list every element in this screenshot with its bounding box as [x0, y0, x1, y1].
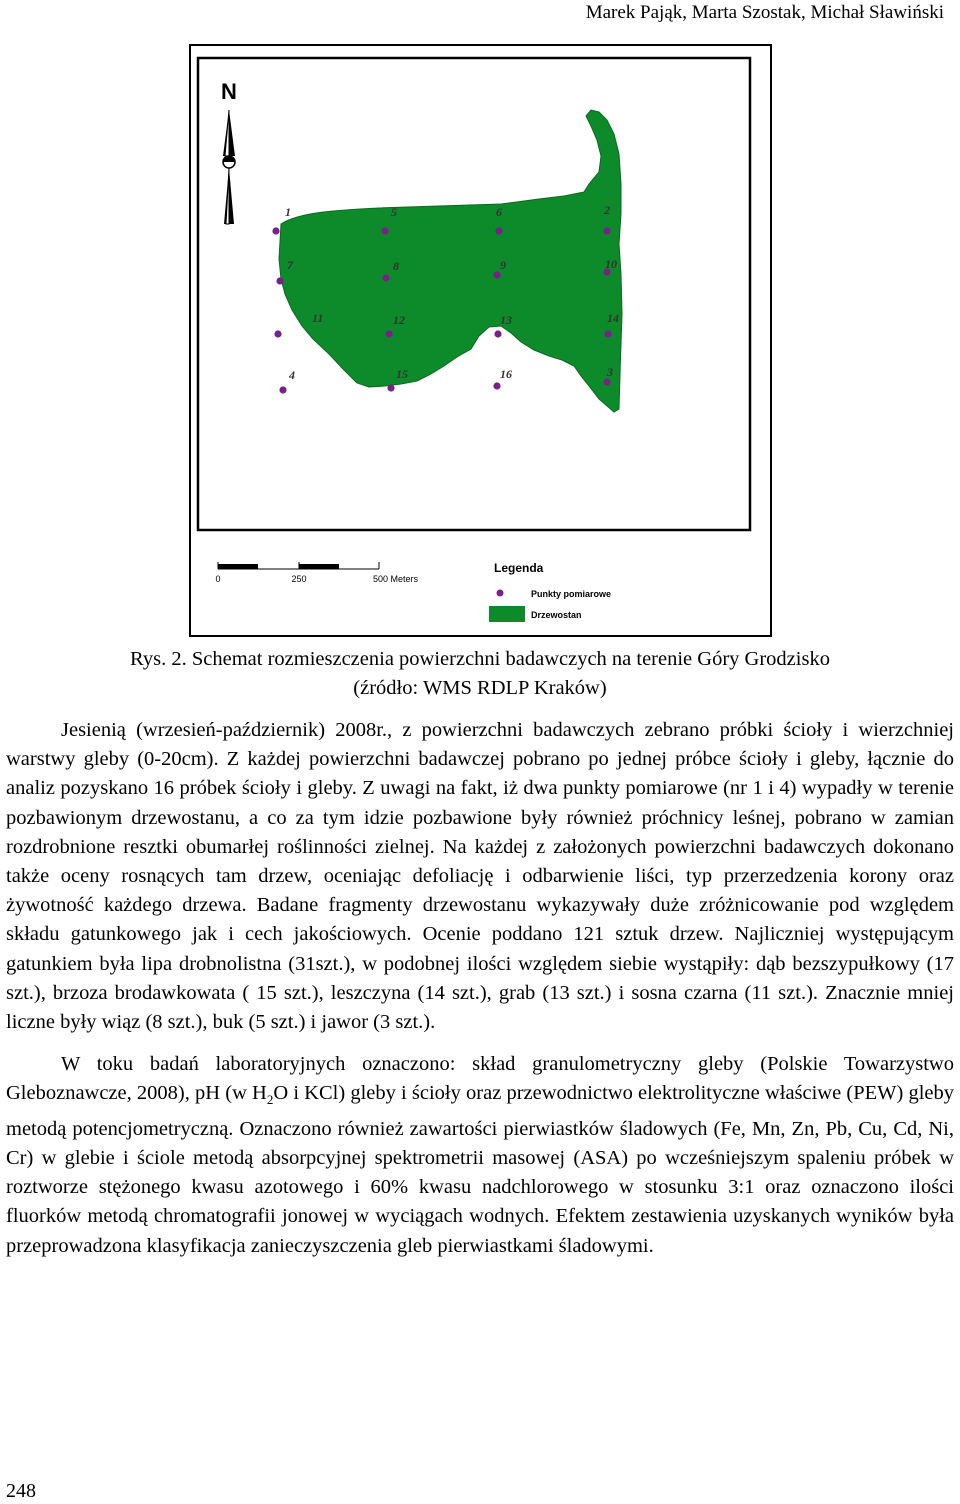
measurement-point-label-11: 11 [312, 311, 324, 325]
measurement-point-label-12: 12 [393, 313, 405, 327]
measurement-point-label-9: 9 [500, 258, 506, 272]
study-area-map [189, 44, 772, 637]
caption-line-2: (źródło: WMS RDLP Kraków) [353, 677, 607, 699]
legend-stand-label: Drzewostan [531, 610, 582, 620]
north-label: N [221, 79, 237, 104]
legend-forest-swatch [489, 606, 525, 622]
measurement-point-13 [494, 330, 501, 337]
measurement-point-7 [276, 277, 283, 284]
measurement-point-label-13: 13 [500, 313, 512, 327]
measurement-point-label-7: 7 [287, 258, 293, 272]
subscript-2: 2 [266, 1092, 274, 1108]
figure-caption [0, 645, 960, 703]
measurement-point-label-2: 2 [604, 203, 610, 217]
measurement-point-2 [603, 227, 610, 234]
running-header: Marek Pająk, Marta Szostak, Michał Sławiński [585, 2, 944, 23]
measurement-point-16 [493, 382, 500, 389]
measurement-point-14 [604, 330, 611, 337]
measurement-point-label-8: 8 [393, 259, 399, 273]
measurement-point-label-5: 5 [391, 205, 397, 219]
measurement-point-label-3: 3 [607, 365, 613, 379]
measurement-point-11 [274, 330, 281, 337]
measurement-point-9 [493, 271, 500, 278]
scale-tick-500: 500 Meters [373, 574, 419, 584]
paragraph-2-part-b: O i KCl) gleby i ścioły oraz przewodnictwo elektrolityczne właściwe (PEW) gleby metodą potencjometryczną. Oznaczono również zawartości pierwiastków śladowych (Fe, Mn, Zn, Pb, Cu, Cd, Ni, Cr) w glebie i ściole metodą absorpcyjnej spektrometrii masowej (ASA) po wcześniejszym spaleniu próbek w roztworze stężonego kwasu azotowego i 60% kwasu nadchlorowego w stosunku 3:1 oraz oznaczono ilości fluorków metodą chromatografii jonowej w wyciągach wodnych. Efektem zestawienia uzyskanych wyników była przeprowadzona klasyfikacja zanieczyszczenia gleb pierwiastkami śladowymi. [6, 1082, 954, 1257]
body-text [6, 716, 954, 1261]
measurement-point-label-1: 1 [285, 205, 291, 219]
scale-tick-0: 0 [215, 574, 221, 584]
page-number: 248 [6, 1480, 36, 1502]
measurement-point-label-15: 15 [396, 367, 408, 381]
measurement-point-15 [387, 384, 394, 391]
measurement-point-3 [603, 378, 610, 385]
paragraph-2-part-a: W toku badań laboratoryjnych oznaczono: skład granulometryczny gleby (Polskie Towarzystwo Gleboznawcze, 2008), pH (w H [6, 1053, 954, 1105]
measurement-point-12 [385, 330, 392, 337]
scale-tick-250: 250 [291, 574, 307, 584]
paragraph-1: Jesienią (wrzesień-październik) 2008r., z powierzchni badawczych zebrano próbki ścioły i wierzchniej warstwy gleby (0-20cm). Z każdej powierzchni badawczej pobrano po jednej próbce ścioły i gleby, łącznie do analiz pozyskano 16 próbek ścioły i gleby. Z uwagi na fakt, iż dwa punkty pomiarowe (nr 1 i 4) wypadły w terenie pozbawionym drzewostanu, a co za tym idzie pozbawione były również próchnicy leśnej, pobrano w zamian rozdrobnione resztki obumarłej roślinności zielnej. Na każdej z założonych powierzchni badawczych dokonano także oceny rosnących tam drzew, oceniając defoliację i odbarwienie liści, typ przerzedzenia korony oraz żywotność każdego drzewa. Badane fragmenty drzewostanu wykazywały duże zróżnicowanie pod względem składu gatunkowego jak i cech jakościowych. Ocenie poddano 121 sztuk drzew. Najliczniej występującym gatunkiem była lipa drobnolistna (31szt.), w podobnej ilości względem siebie wystąpiły: dąb bezszypułkowy (17 szt.), brzoza brodawkowata ( 15 szt.), leszczyna (14 szt.), grab (13 szt.) i sosna czarna (11 szt.). Znacznie mniej liczne były wiąz (8 szt.), buk (5 szt.) i jawor (3 szt.). [6, 719, 954, 1034]
legend-points-label: Punkty pomiarowe [531, 589, 612, 599]
legend-title: Legenda [494, 561, 544, 575]
measurement-point-label-6: 6 [496, 205, 502, 219]
measurement-point-6 [495, 227, 502, 234]
caption-line-1: Rys. 2. Schemat rozmieszczenia powierzchni badawczych na terenie Góry Grodzisko [130, 648, 830, 670]
measurement-point-label-16: 16 [500, 367, 512, 381]
measurement-point-label-14: 14 [607, 311, 619, 325]
measurement-point-5 [381, 227, 388, 234]
measurement-point-4 [279, 386, 286, 393]
measurement-point-label-4: 4 [289, 368, 295, 382]
measurement-point-1 [272, 227, 279, 234]
legend-point-icon [497, 590, 504, 597]
paragraph-2 [6, 1050, 954, 1261]
measurement-point-label-10: 10 [605, 257, 617, 271]
measurement-point-8 [382, 274, 389, 281]
